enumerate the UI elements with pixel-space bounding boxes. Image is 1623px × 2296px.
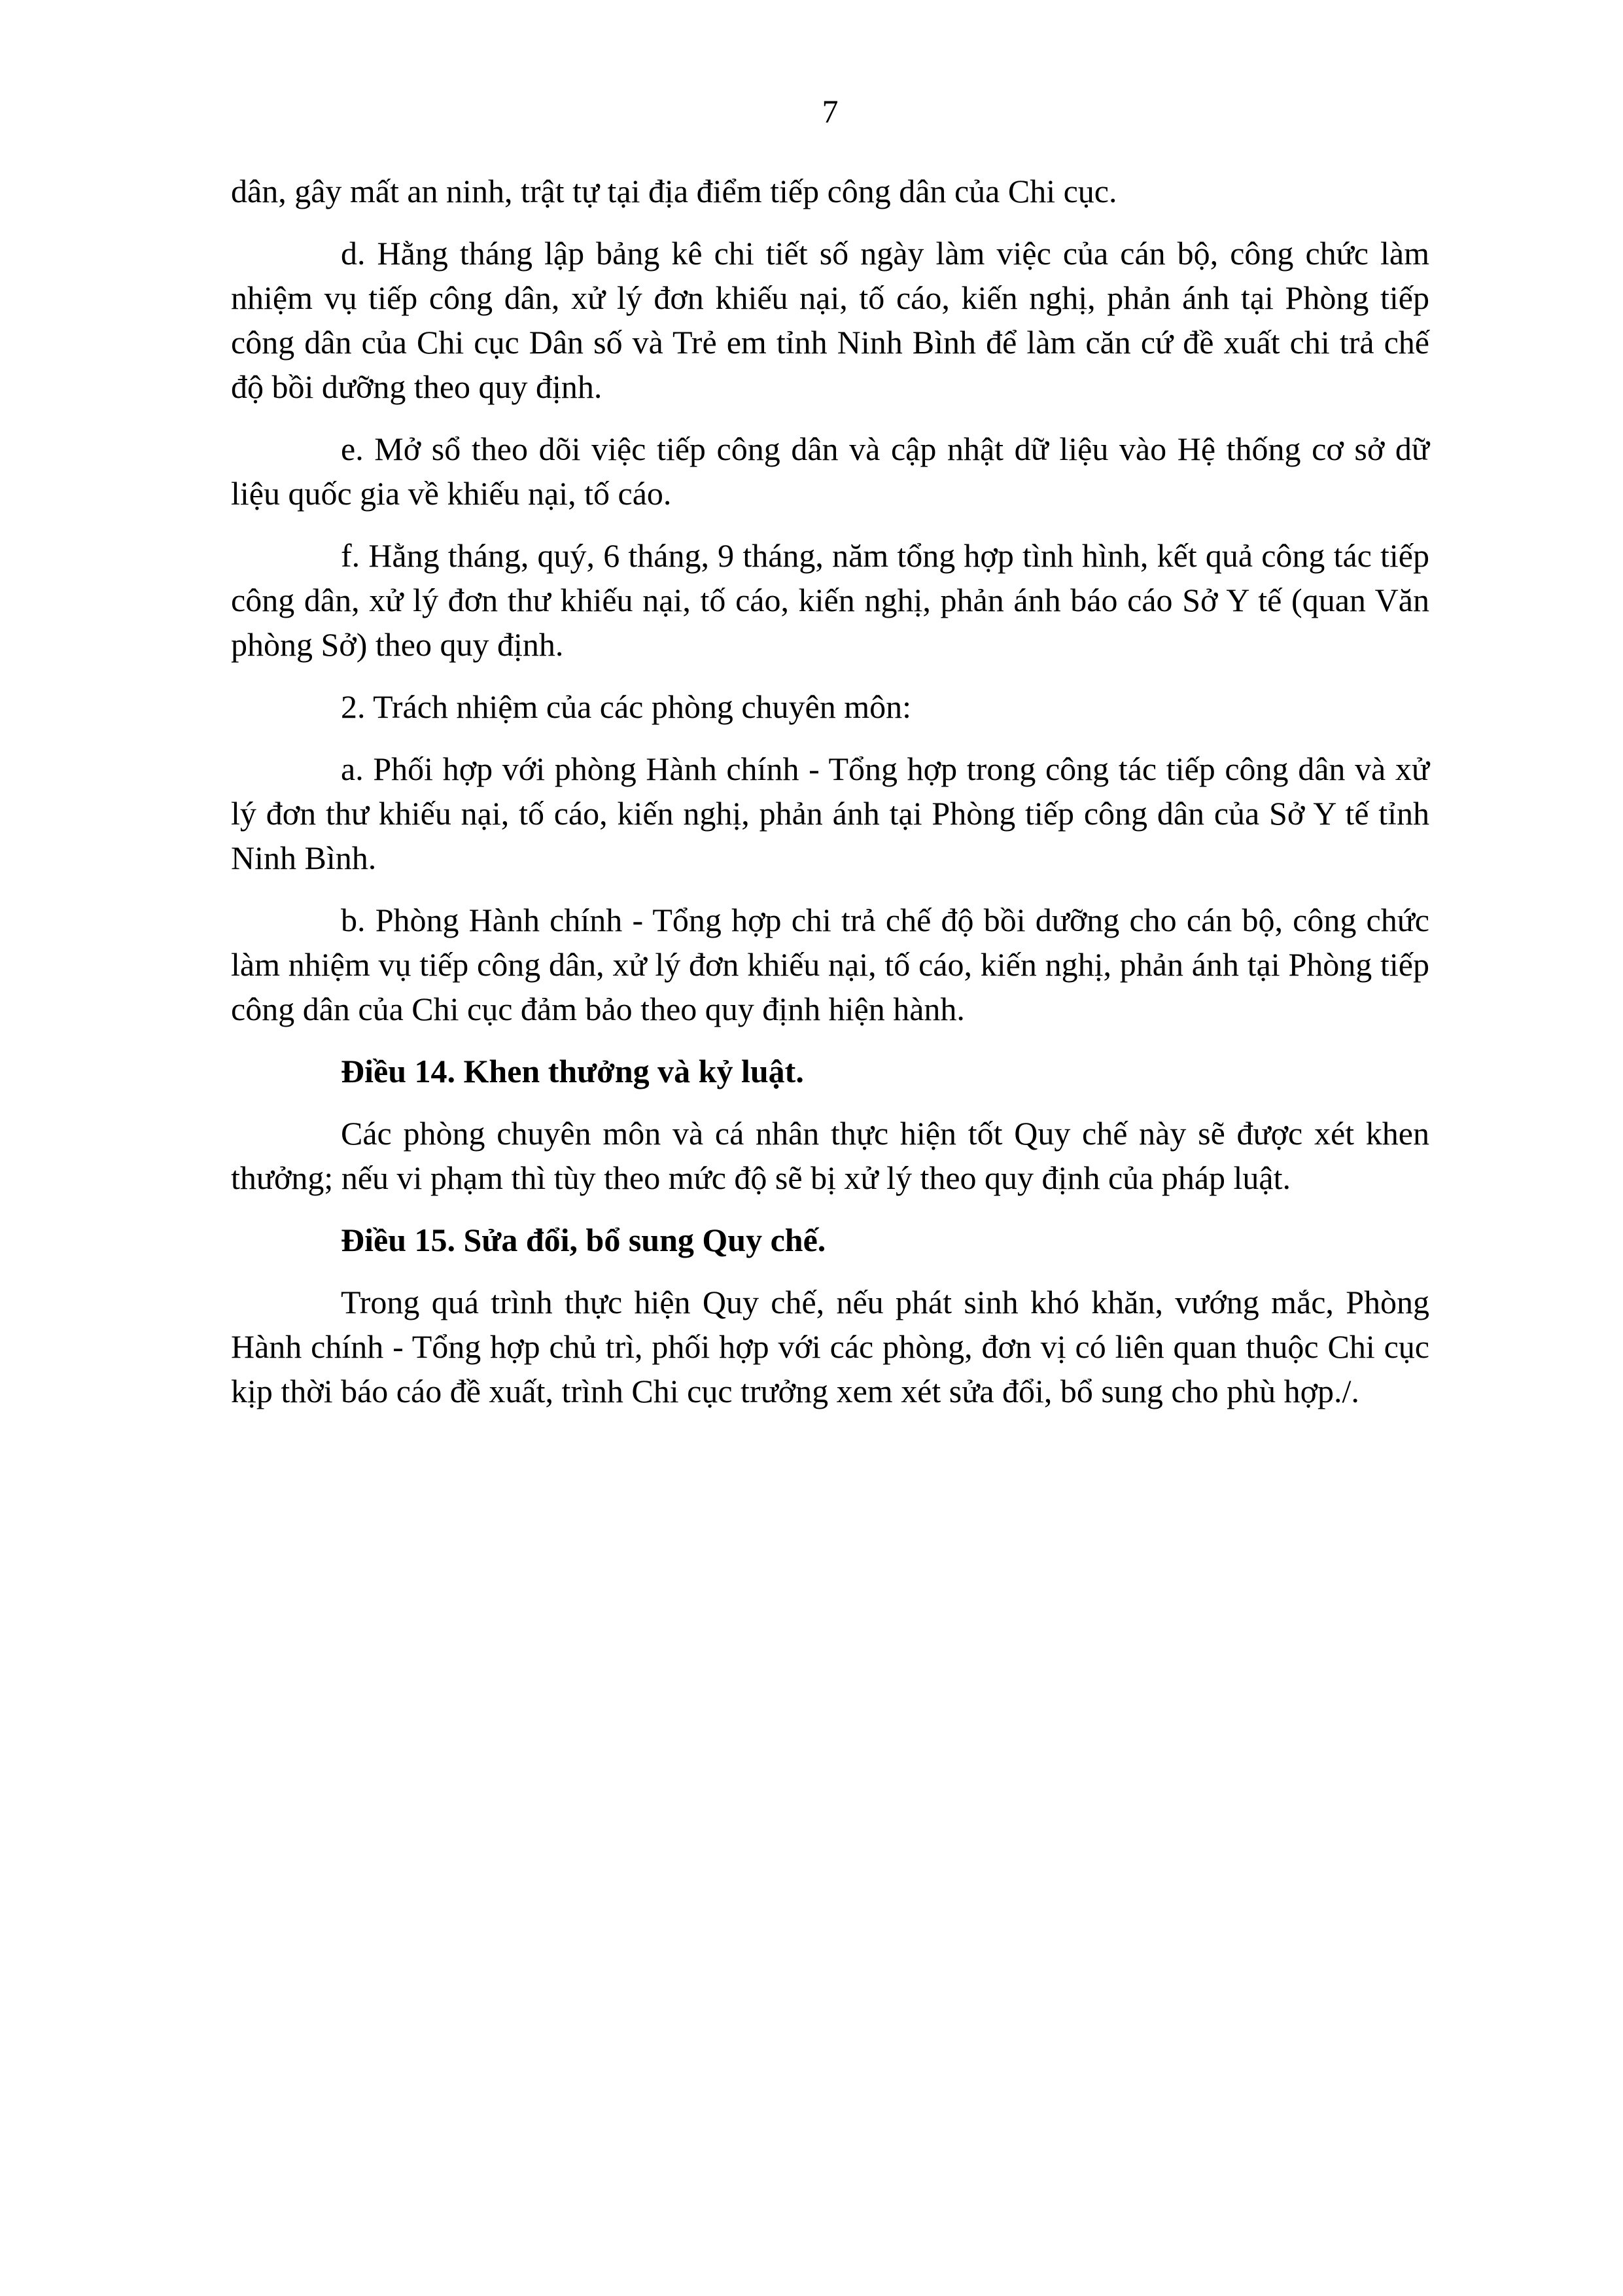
body-paragraph: Trong quá trình thực hiện Quy chế, nếu phát sinh khó khăn, vướng mắc, Phòng Hành chính - Tổng hợp chủ trì, phối hợp với các phòng, đơn vị có liên quan thuộc Chi cục kịp thời báo cáo đề xuất, trình Chi cục trưởng xem xét sửa đổi, bổ sung cho phù hợp./. (231, 1284, 1429, 1409)
body-paragraph: a. Phối hợp với phòng Hành chính - Tổng hợp trong công tác tiếp công dân và xử lý đơn thư khiếu nại, tố cáo, kiến nghị, phản ánh tại Phòng tiếp công dân của Sở Y tế tỉnh Ninh Bình. (231, 751, 1429, 876)
body-paragraph: Các phòng chuyên môn và cá nhân thực hiện tốt Quy chế này sẽ được xét khen thưởng; nếu vi phạm thì tùy theo mức độ sẽ bị xử lý theo quy định của pháp luật. (231, 1115, 1429, 1196)
body-paragraph: f. Hằng tháng, quý, 6 tháng, 9 tháng, năm tổng hợp tình hình, kết quả công tác tiếp công dân, xử lý đơn thư khiếu nại, tố cáo, kiến nghị, phản ánh báo cáo Sở Y tế (quan Văn phòng Sở) theo quy định. (231, 537, 1429, 663)
body-paragraph: e. Mở sổ theo dõi việc tiếp công dân và cập nhật dữ liệu vào Hệ thống cơ sở dữ liệu quốc gia về khiếu nại, tố cáo. (231, 431, 1429, 512)
document-body (231, 169, 1429, 1413)
heading-paragraph: Điều 14. Khen thưởng và kỷ luật. (341, 1053, 804, 1089)
body-paragraph: 2. Trách nhiệm của các phòng chuyên môn: (341, 688, 912, 725)
body-paragraph: dân, gây mất an ninh, trật tự tại địa điểm tiếp công dân của Chi cục. (231, 173, 1117, 209)
body-paragraph: d. Hằng tháng lập bảng kê chi tiết số ngày làm việc của cán bộ, công chức làm nhiệm vụ tiếp công dân, xử lý đơn khiếu nại, tố cáo, kiến nghị, phản ánh tại Phòng tiếp công dân của Chi cục Dân số và Trẻ em tỉnh Ninh Bình để làm căn cứ đề xuất chi trả chế độ bồi dưỡng theo quy định. (231, 235, 1429, 405)
body-paragraph: b. Phòng Hành chính - Tổng hợp chi trả chế độ bồi dưỡng cho cán bộ, công chức làm nhiệm vụ tiếp công dân, xử lý đơn khiếu nại, tố cáo, kiến nghị, phản ánh tại Phòng tiếp công dân của Chi cục đảm bảo theo quy định hiện hành. (231, 902, 1429, 1027)
page-number: 7 (822, 93, 839, 130)
heading-paragraph: Điều 15. Sửa đổi, bổ sung Quy chế. (341, 1222, 826, 1258)
